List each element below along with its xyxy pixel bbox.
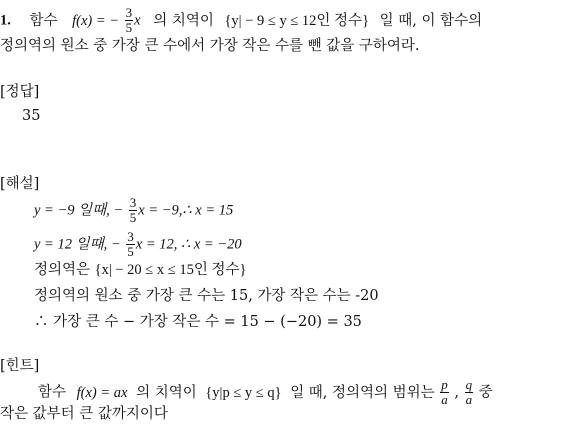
fraction-numerator: q	[465, 377, 473, 392]
question-line-2: 정의역의 원소 중 가장 큰 수에서 가장 작은 수를 뺀 값을 구하여라.	[0, 38, 420, 54]
question-text-c: 일 때, 이 함수의	[379, 12, 483, 29]
question-variable: x	[134, 12, 141, 29]
fraction-denominator: 5	[125, 20, 133, 35]
fraction-denominator: 5	[129, 210, 137, 225]
hint-range-set: {y|p ≤ y ≤ q}	[205, 384, 282, 401]
step1-text-a: y = −9 일때, −	[34, 202, 124, 219]
solution-step-4: 정의역의 원소 중 가장 큰 수는 15, 가장 작은 수는 -20	[34, 288, 379, 304]
hint-comma: ,	[454, 384, 460, 401]
hint-fraction-p	[440, 378, 449, 407]
answer-value: 35	[22, 108, 41, 124]
question-fraction	[125, 6, 134, 35]
answer-heading: [정답]	[0, 84, 40, 100]
hint-line-2: 작은 값부터 큰 값까지이다	[0, 406, 168, 422]
step1-fraction	[129, 196, 138, 225]
fraction-denominator: 5	[127, 244, 134, 259]
hint-heading: [힌트]	[0, 358, 40, 374]
solution-step-3	[34, 260, 246, 280]
hint-fraction-q	[465, 378, 474, 407]
step3-text-a: 정의역은	[34, 262, 91, 278]
question-number: 1.	[0, 12, 11, 29]
fraction-denominator: a	[465, 392, 473, 407]
hint-line-1	[38, 378, 493, 407]
question-range-set: {y| − 9 ≤ y ≤ 12인 정수}	[224, 12, 370, 29]
solution-step-5: ∴ 가장 큰 수 − 가장 작은 수 = 15 − (−20) = 35	[34, 314, 362, 330]
step3-domain-set: {x| − 20 ≤ x ≤ 15인 정수}	[94, 262, 247, 278]
fraction-numerator: p	[441, 377, 448, 392]
hint-text-d: 중	[478, 384, 493, 401]
hint-text-a: 함수	[38, 384, 67, 401]
fraction-numerator: 3	[125, 5, 133, 20]
question-function: f(x) = −	[72, 12, 120, 29]
fraction-numerator: 3	[127, 229, 134, 244]
hint-function: f(x) = ax	[76, 384, 128, 401]
solution-step-2	[34, 230, 242, 259]
fraction-numerator: 3	[129, 195, 137, 210]
fraction-denominator: a	[441, 392, 448, 407]
step2-fraction	[126, 230, 135, 259]
solution-step-1	[34, 196, 233, 225]
hint-text-c: 일 때, 정의역의 범위는	[290, 384, 435, 401]
step2-text-b: x = 12, ∴ x = −20	[135, 236, 242, 253]
question-line-1	[0, 6, 482, 35]
step2-text-a: y = 12 일때, −	[34, 236, 121, 253]
step1-text-b: x = −9,∴ x = 15	[138, 202, 234, 219]
question-text-b: 의 치역이	[153, 12, 214, 29]
solution-heading: [해설]	[0, 176, 40, 192]
hint-text-b: 의 치역이	[136, 384, 197, 401]
question-text-a: 함수	[29, 12, 58, 29]
